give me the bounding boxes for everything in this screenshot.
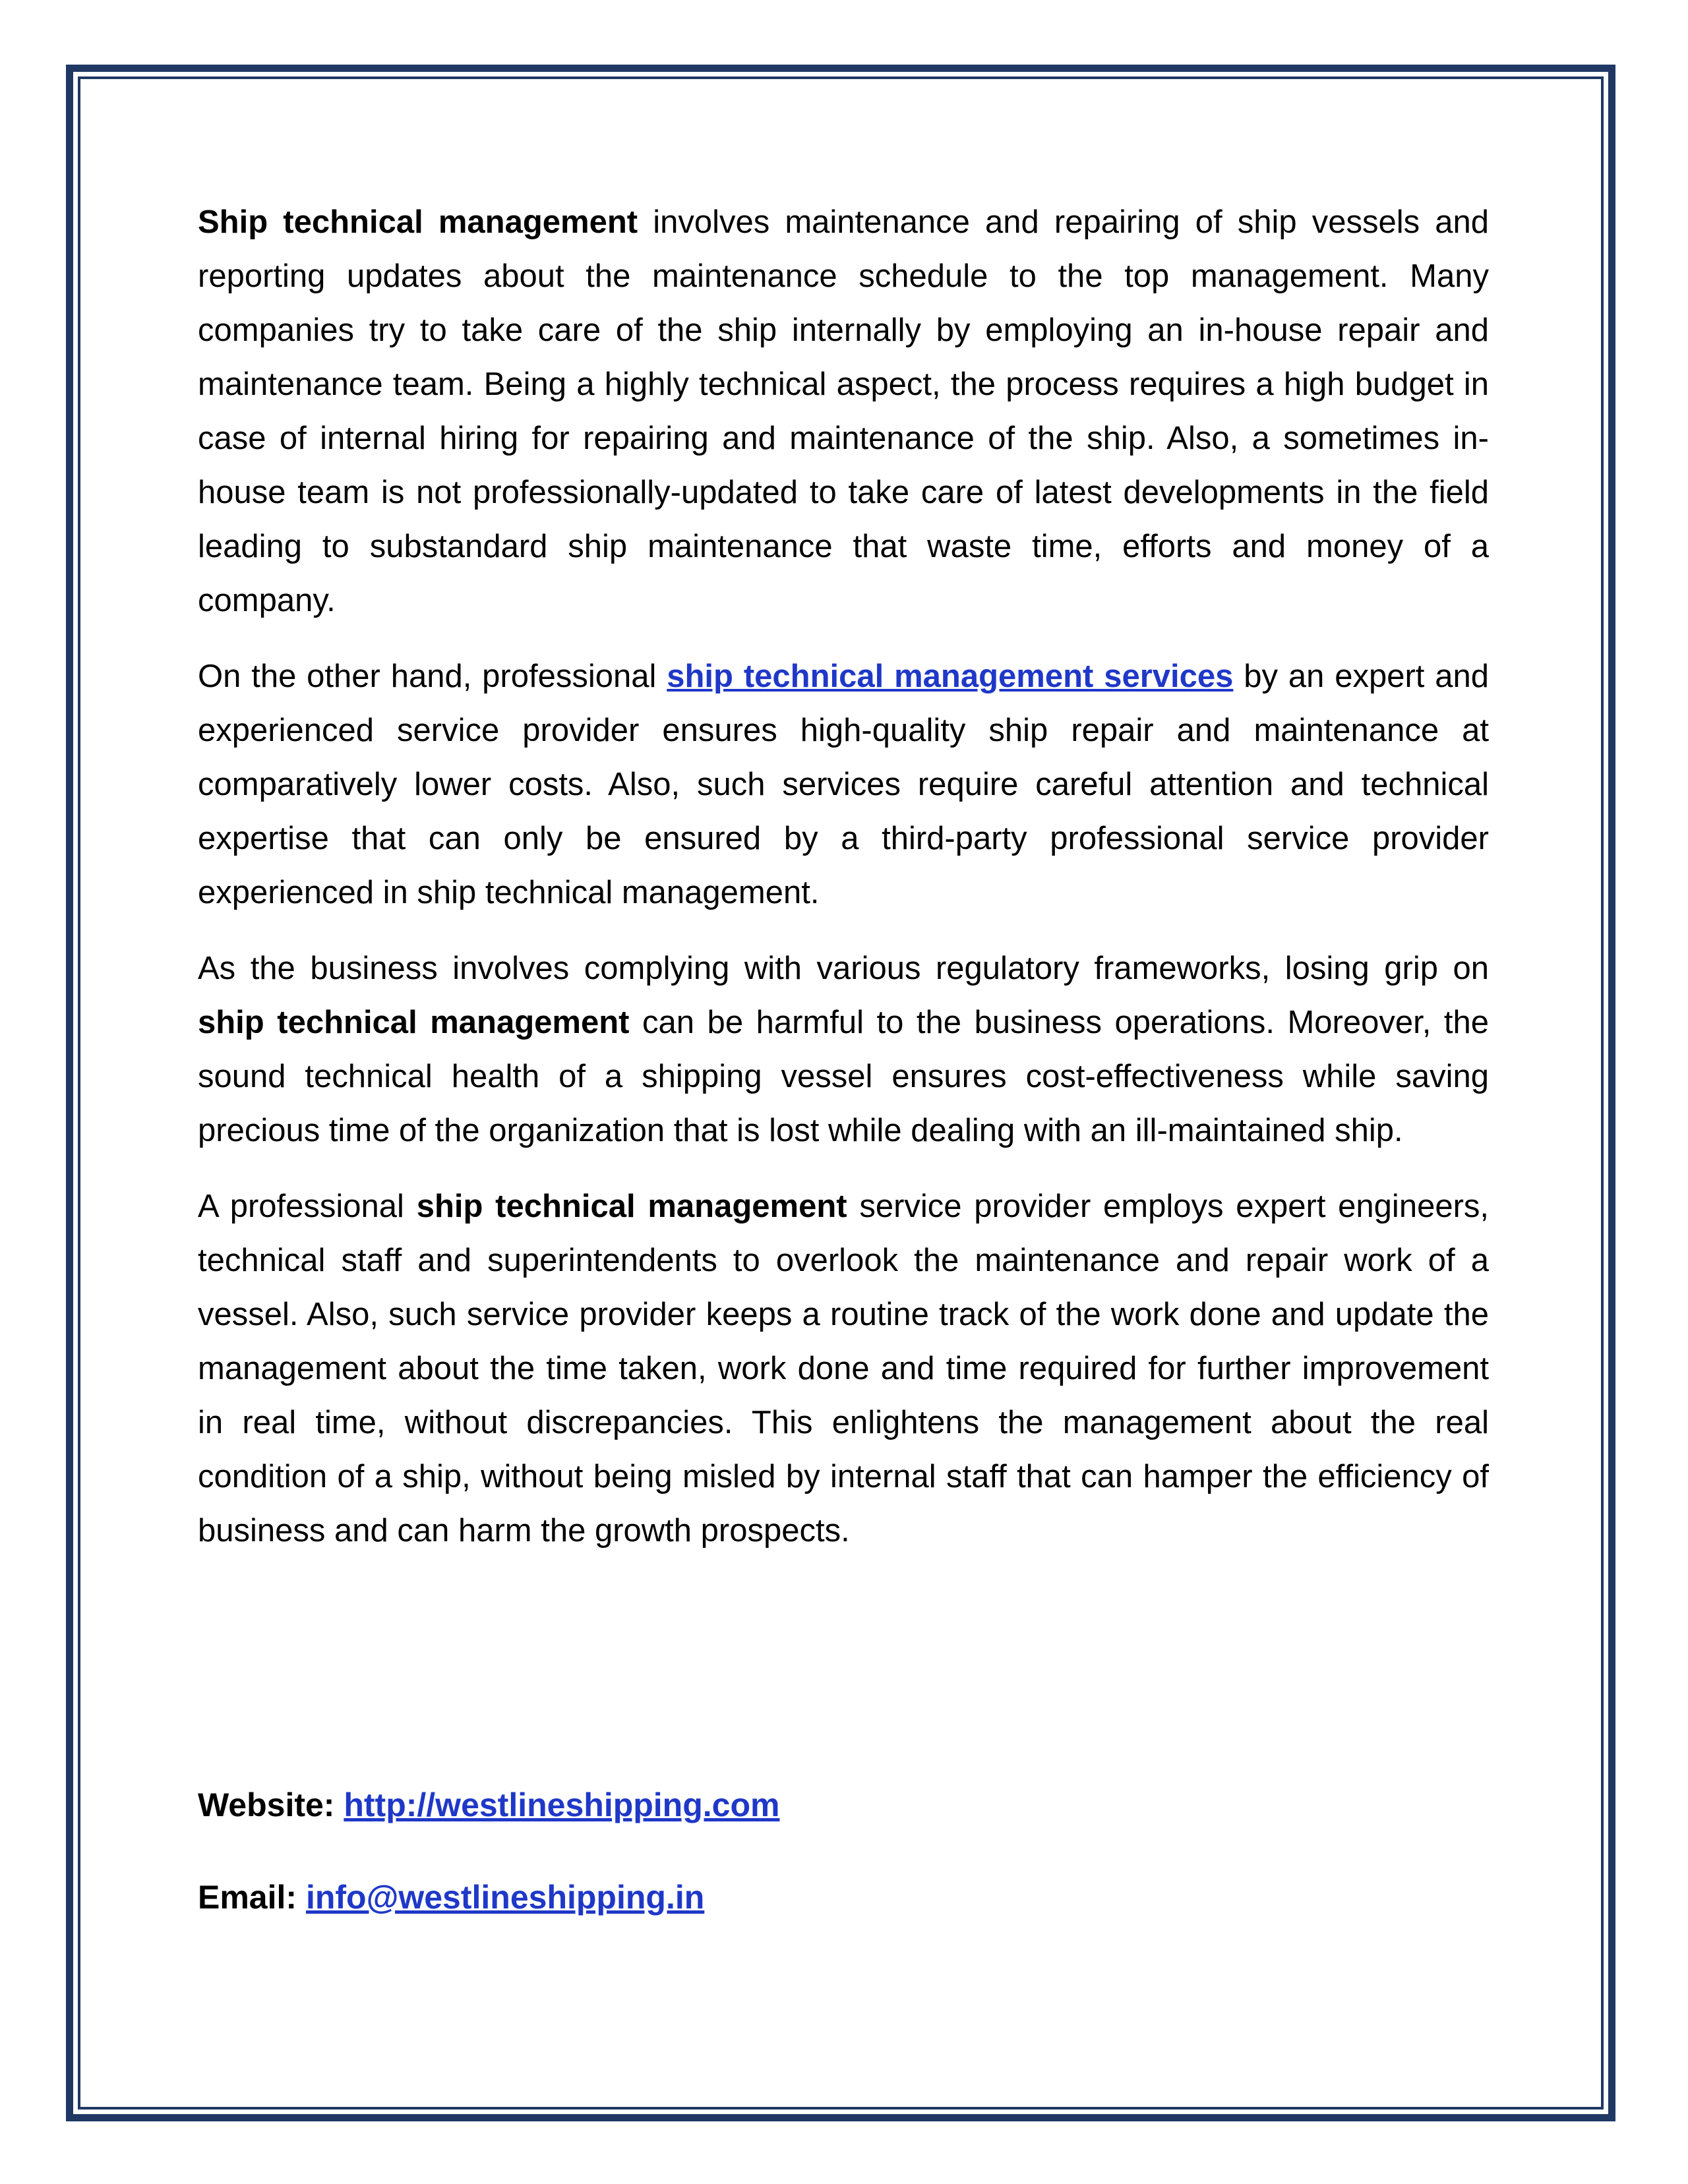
paragraph-1-text: involves maintenance and repairing of ship vessels and reporting updates about the maintenance schedule to the top management. Many companies try to take care of the ship internally by employing an in-house repair and maintenance team. Being a highly technical aspect, the process requires a high budget in case of internal hiring for repairing and maintenance of the ship. Also, a sometimes in-house team is not professionally-updated to take care of latest developments in the field leading to substandard ship maintenance that waste time, efforts and money of a company. [198,204,1489,618]
email-link[interactable]: info@westlineshipping.in [305,1879,705,1916]
paragraph-3 [198,941,1489,1158]
paragraph-4 [198,1179,1489,1558]
paragraph-2 [198,649,1489,920]
services-link[interactable]: ship technical management services [667,659,1234,694]
document-body [198,195,1489,1579]
paragraph-1 [198,195,1489,628]
paragraph-2-post: by an expert and experienced service provider ensures high-quality ship repair and maintenance at comparatively lower costs. Also, such services require careful attention and technical expertise that can only be ensured by a third-party professional service provider experienced in ship technical management. [198,659,1489,910]
paragraph-2-pre: On the other hand, professional [198,659,667,694]
website-label: Website: [198,1786,335,1823]
paragraph-4-post: service provider employs expert engineers, technical staff and superintendents to overlook the maintenance and repair work of a vessel. Also, such service provider keeps a routine track of the work done and update the management about the time taken, work done and time required for further improvement in real time, without discrepancies. This enlightens the management about the real condition of a ship, without being misled by internal staff that can hamper the efficiency of business and can harm the growth prospects. [198,1189,1490,1549]
bold-lead: Ship technical management [198,204,638,240]
email-line [198,1874,704,1920]
paragraph-4-pre: A professional [198,1189,417,1224]
paragraph-3-bold: ship technical management [198,1005,630,1040]
paragraph-3-pre: As the business involves complying with various regulatory frameworks, losing grip on [198,951,1489,986]
website-link[interactable]: http://westlineshipping.com [344,1786,780,1823]
email-label: Email: [198,1879,297,1916]
paragraph-3-post: can be harmful to the business operations. Moreover, the sound technical health of a shipping vessel ensures cost-effectiveness while saving precious time of the organization that is lost while dealing with an ill-maintained ship. [198,1005,1490,1148]
paragraph-4-bold: ship technical management [416,1189,847,1224]
website-line [198,1782,779,1828]
